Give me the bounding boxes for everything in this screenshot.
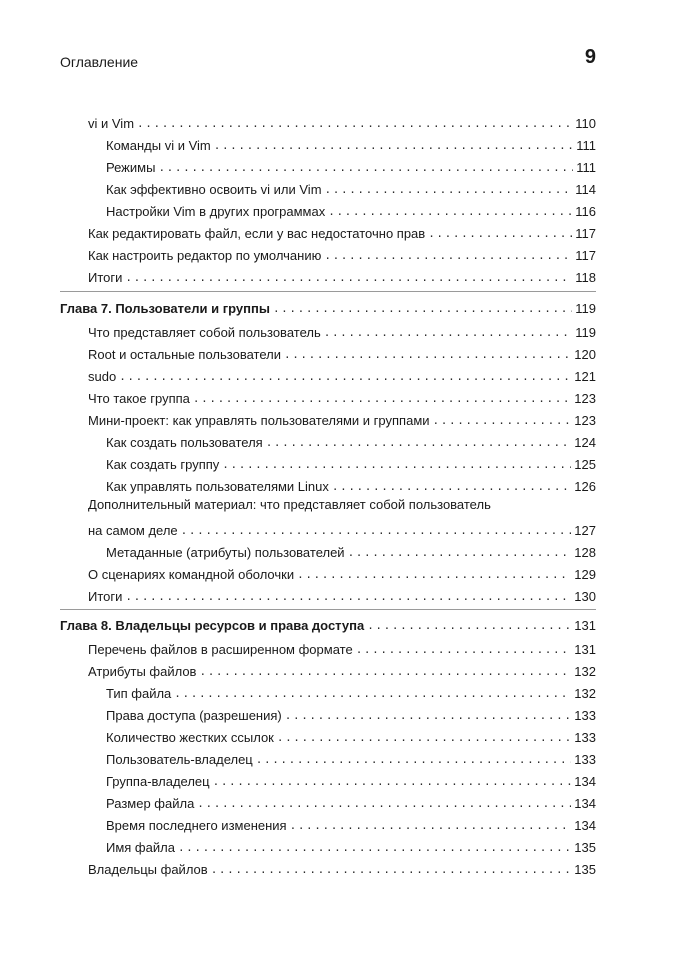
dot-leader (428, 226, 572, 242)
toc-page: 114 (575, 182, 596, 197)
toc-entry: Перечень файлов в расширенном формате ..... 131 (88, 638, 596, 658)
toc-page: 128 (574, 545, 596, 560)
toc-page: 132 (574, 664, 596, 679)
dot-leader (284, 347, 571, 363)
dot-leader (348, 545, 572, 561)
toc-page: 111 (576, 138, 596, 153)
toc-entry: Группа-владелец ..... 134 (106, 770, 596, 790)
toc-entry: Мини-проект: как управлять пользователями и группами ..... 123 (88, 409, 596, 429)
toc-entry: Что такое группа ..... 123 (88, 387, 596, 407)
toc-entry: Метаданные (атрибуты) пользователей ..... 128 (106, 541, 596, 561)
dot-leader (178, 840, 571, 856)
toc-entry: Как создать группу ..... 125 (106, 453, 596, 473)
dot-leader (193, 391, 571, 407)
toc-page: 131 (574, 642, 596, 657)
toc-entry: Владельцы файлов ..... 135 (88, 858, 596, 878)
dot-leader (356, 642, 572, 658)
toc-page: 124 (574, 435, 596, 450)
toc-entry: Время последнего изменения ..... 134 (106, 814, 596, 834)
toc-page: 135 (574, 862, 596, 877)
toc-entry: Как эффективно освоить vi или Vim ..... 114 (106, 178, 596, 198)
divider (60, 291, 596, 292)
toc-chapter-entry: Глава 8. Владельцы ресурсов и права доступа ..... 131 (60, 614, 596, 634)
dot-leader (214, 138, 574, 154)
dot-leader (273, 301, 572, 317)
toc-page: 134 (574, 818, 596, 833)
dot-leader (125, 589, 571, 605)
toc-page: 133 (574, 708, 596, 723)
dot-leader (324, 325, 573, 341)
dot-leader (325, 182, 573, 198)
toc-entry: Имя файла ..... 135 (106, 836, 596, 856)
dot-leader (433, 413, 572, 429)
toc-page: 135 (574, 840, 596, 855)
dot-leader (222, 457, 571, 473)
toc-entry: Как создать пользователя ..... 124 (106, 431, 596, 451)
toc-entry: Дополнительный материал: что представляет собой пользователь на самом деле ..... 127 (88, 519, 596, 539)
toc-entry: Root и остальные пользователи ..... 120 (88, 343, 596, 363)
toc-entry: Команды vi и Vim ..... 111 (106, 134, 596, 154)
dot-leader (211, 862, 572, 878)
dot-leader (266, 435, 572, 451)
toc-entry: Количество жестких ссылок ..... 133 (106, 726, 596, 746)
toc-page: 121 (574, 369, 596, 384)
running-title: Оглавление (60, 54, 139, 70)
dot-leader (137, 116, 572, 132)
toc-entry: Итоги ..... 118 (88, 266, 596, 286)
toc-page: 123 (574, 413, 596, 428)
toc-page: 117 (575, 248, 596, 263)
dot-leader (158, 160, 573, 176)
toc-page: 129 (574, 567, 596, 582)
toc-page: 116 (575, 204, 596, 219)
toc-page: 110 (575, 116, 596, 131)
toc-entry: Размер файла ..... 134 (106, 792, 596, 812)
toc-entry: Что представляет собой пользователь ..... 119 (88, 321, 596, 341)
dot-leader (324, 248, 572, 264)
dot-leader (332, 479, 571, 495)
toc-page: 119 (575, 301, 596, 316)
divider (60, 609, 596, 610)
dot-leader (328, 204, 572, 220)
toc-entry: Настройки Vim в других программах ..... 116 (106, 200, 596, 220)
toc-entry: Тип файла ..... 132 (106, 682, 596, 702)
toc-page: 120 (574, 347, 596, 362)
toc-entry: Атрибуты файлов ..... 132 (88, 660, 596, 680)
dot-leader (197, 796, 571, 812)
toc-entry: sudo ..... 121 (88, 365, 596, 385)
toc-page: 125 (574, 457, 596, 472)
toc-entry: Как редактировать файл, если у вас недостаточно прав ..... 117 (88, 222, 596, 242)
toc-page: 123 (574, 391, 596, 406)
toc-page: 134 (574, 796, 596, 811)
toc-page: 126 (574, 479, 596, 494)
toc-entry: Пользователь-владелец ..... 133 (106, 748, 596, 768)
dot-leader (256, 752, 572, 768)
toc-page: 127 (574, 523, 596, 538)
toc-page: 118 (575, 270, 596, 285)
toc-entry: Как настроить редактор по умолчанию ..... 117 (88, 244, 596, 264)
dot-leader (125, 270, 572, 286)
dot-leader (285, 708, 572, 724)
toc-page: 111 (576, 160, 596, 175)
dot-leader (290, 818, 572, 834)
dot-leader (297, 567, 571, 583)
toc-entry: О сценариях командной оболочки ..... 129 (88, 563, 596, 583)
toc-entry: Права доступа (разрешения) ..... 133 (106, 704, 596, 724)
dot-leader (213, 774, 572, 790)
toc-page: 132 (574, 686, 596, 701)
toc-page: 119 (575, 325, 596, 340)
toc-entry: Как управлять пользователями Linux ..... 126 (106, 475, 596, 495)
toc-entry: Режимы ..... 111 (106, 156, 596, 176)
toc-page: 134 (574, 774, 596, 789)
dot-leader (277, 730, 571, 746)
toc-page: 133 (574, 752, 596, 767)
toc-page: 131 (574, 618, 596, 633)
dot-leader (367, 618, 571, 634)
toc-entry: vi и Vim ..... 110 (88, 112, 596, 132)
toc-page: 117 (575, 226, 596, 241)
dot-leader (199, 664, 571, 680)
dot-leader (174, 686, 571, 702)
dot-leader (181, 523, 572, 539)
toc-page: 130 (574, 589, 596, 604)
toc-page: 133 (574, 730, 596, 745)
toc-entry: Итоги ..... 130 (88, 585, 596, 605)
page-number: 9 (584, 46, 596, 68)
toc-chapter-entry: Глава 7. Пользователи и группы ..... 119 (60, 297, 596, 317)
dot-leader (119, 369, 571, 385)
